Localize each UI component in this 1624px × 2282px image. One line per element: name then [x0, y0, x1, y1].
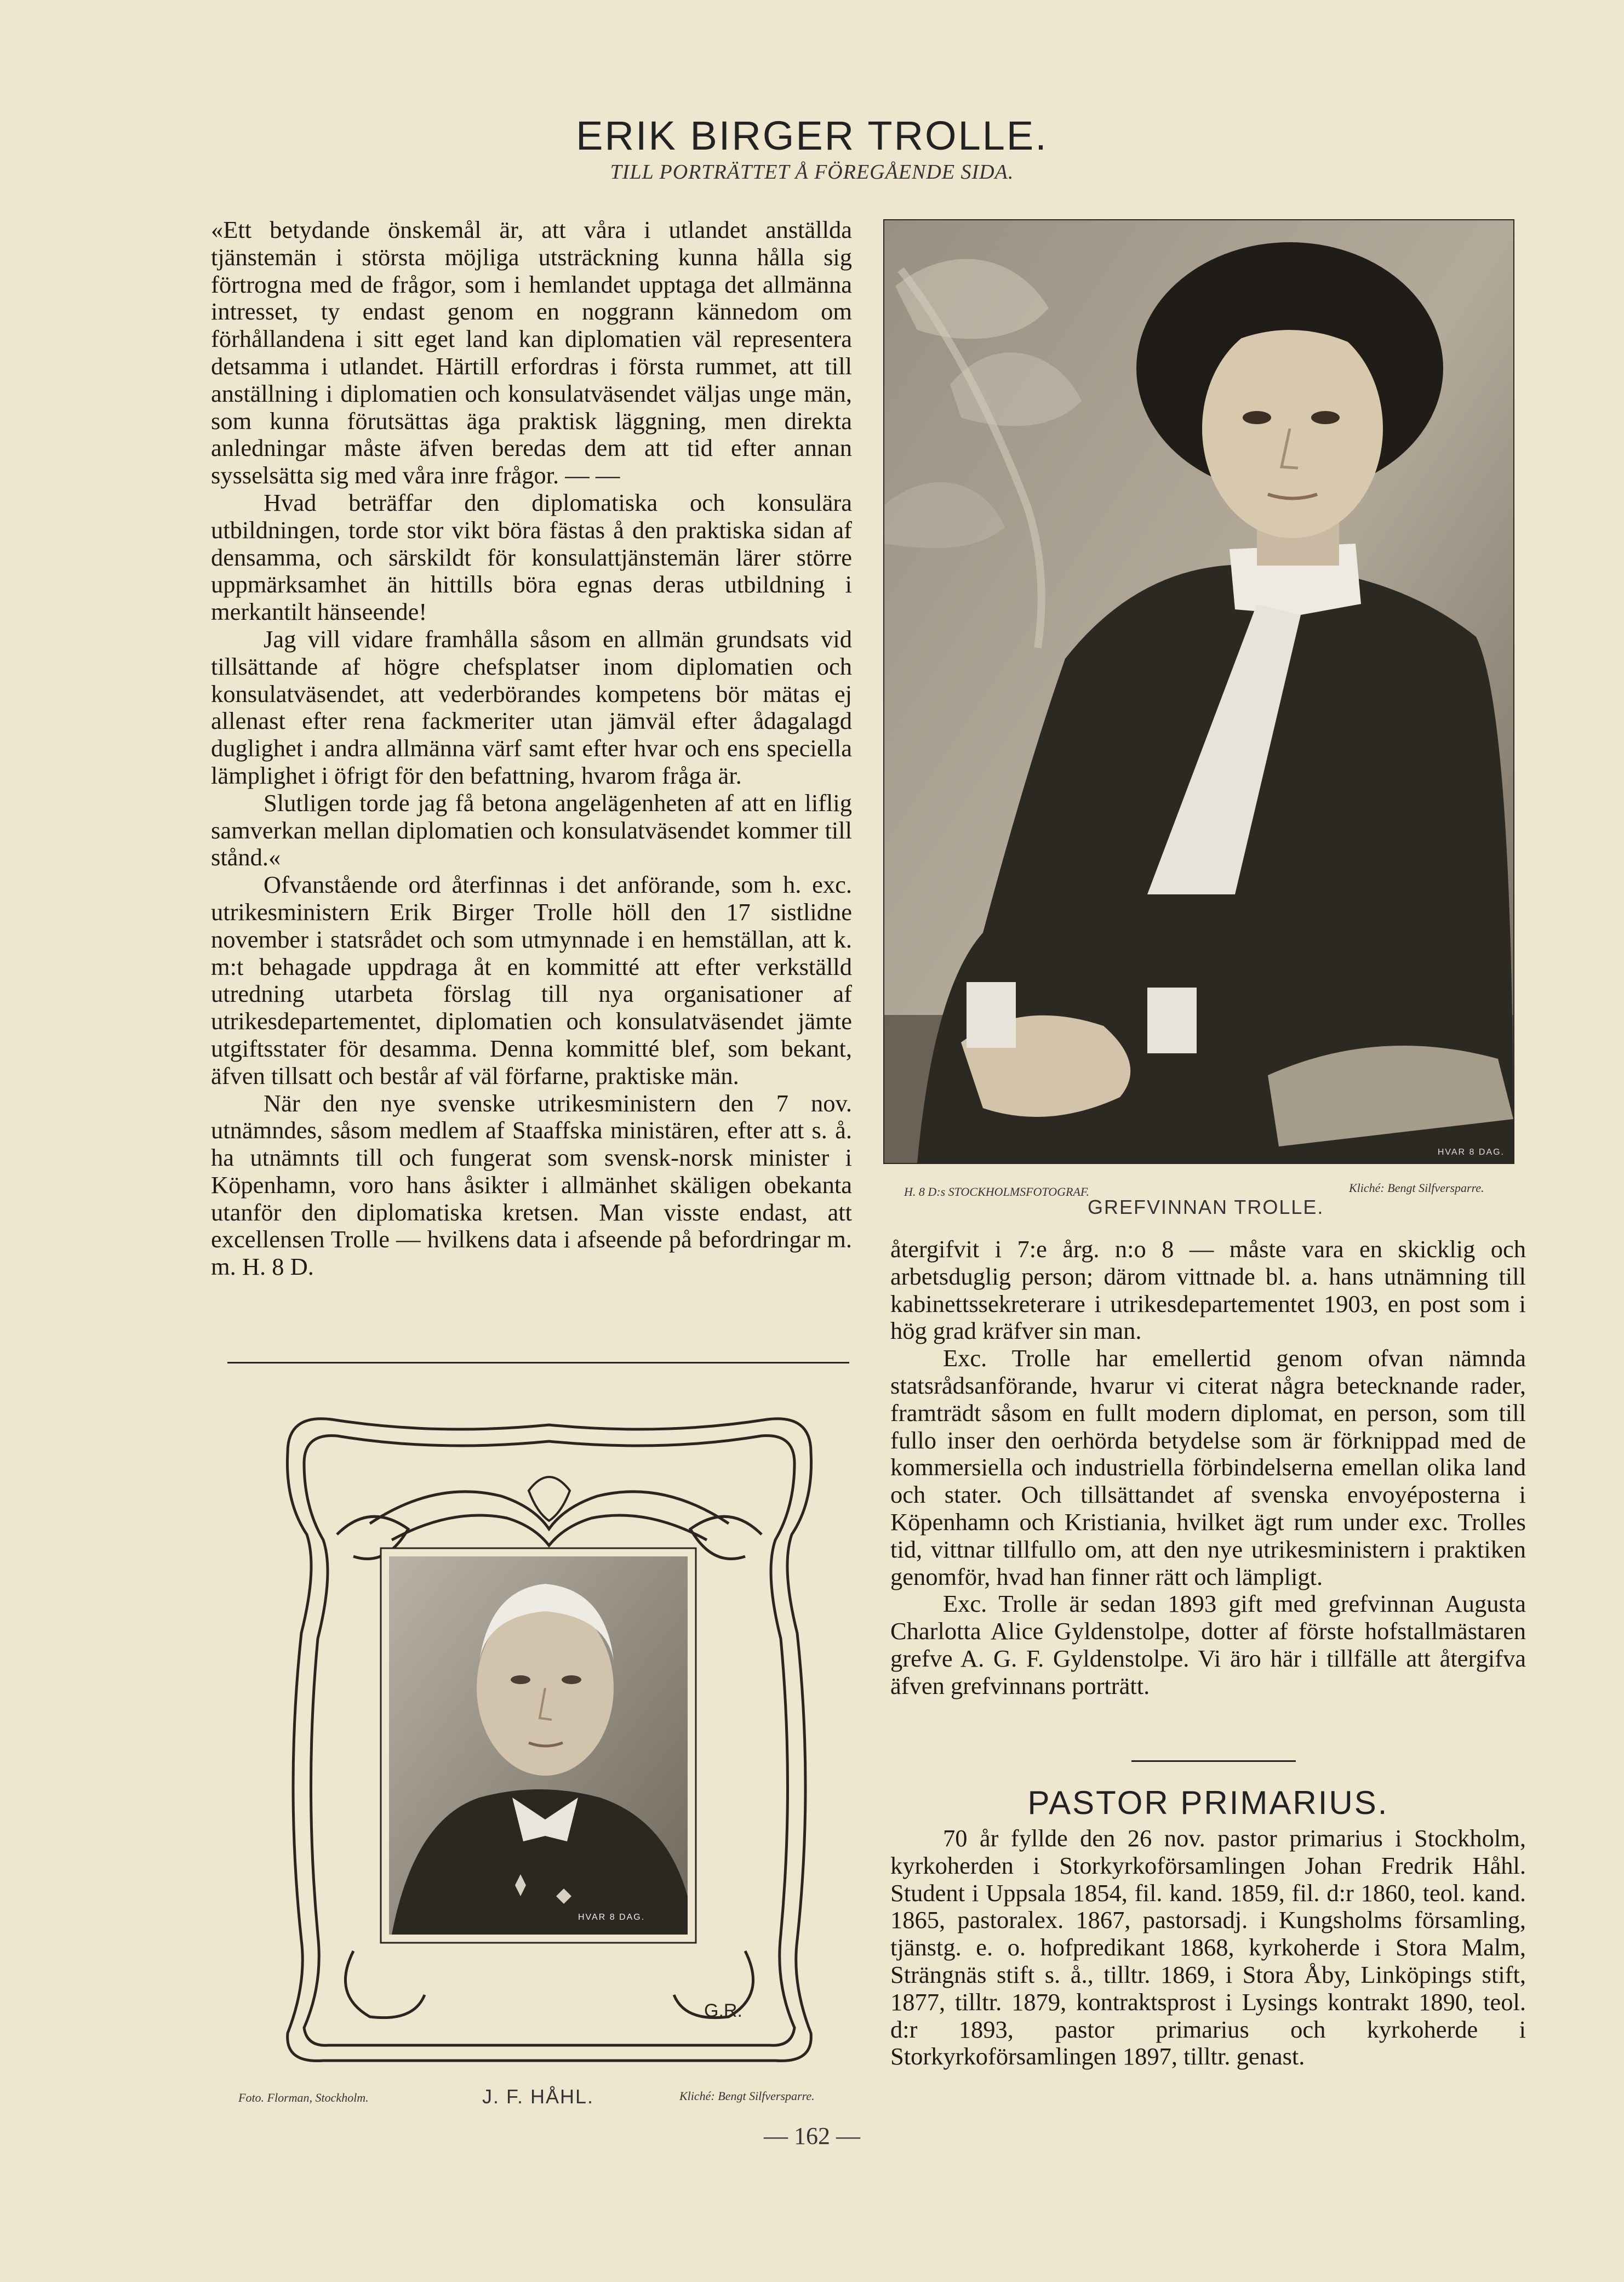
art-nouveau-frame-ornament — [271, 1403, 827, 2072]
photographer-credit: H. 8 D:s STOCKHOLMSFOTOGRAF. — [904, 1185, 1089, 1199]
ornamental-frame — [271, 1403, 827, 2072]
portrait-caption: GREFVINNAN TROLLE. — [1088, 1196, 1324, 1218]
paragraph: Slutligen torde jag få betona angelägenheten af att en liflig samverkan mellan diplomatien och konsulatväsendet kommer till stånd.« — [211, 789, 852, 871]
article-title: ERIK BIRGER TROLLE. — [576, 113, 1048, 158]
paragraph: Ofvanstående ord återfinnas i det anförande, som h. exc. utrikesministern Erik Birger Trolle höll den 17 sistlidne november i statsrådet och som utmynnade i en hemställan, att k. m:t behagade uppdraga åt en kommitté att efter verkställd utredning utarbeta förslag till nya organisationer af utrikesdepartementet, diplomatien och konsulatväsendet jämte utgiftsstater för desamma. Denna kommitté blef, som bekant, äfven tillsatt och består af väl förfarne, praktiske män. — [211, 871, 852, 1089]
column-divider — [227, 1362, 849, 1364]
right-text-column — [890, 1236, 1526, 1700]
paragraph: återgifvit i 7:e årg. n:o 8 — måste vara en skicklig och arbetsduglig person; därom vittnade bl. a. hans utnämning till kabinettssekreterare i utrikesdepartementet 1903, en post som i hög grad kräfver sin man. — [890, 1235, 1526, 1345]
photographer-credit: Foto. Florman, Stockholm. — [238, 2091, 369, 2104]
portrait-caption: J. F. HÅHL. — [482, 2085, 594, 2108]
paragraph: Exc. Trolle är sedan 1893 gift med grefvinnan Augusta Charlotta Alice Gyldenstolpe, dotter af förste hofstallmästaren grefve A. G. F. Gyldenstolpe. Vi äro här i tillfälle att återgifva äfven grefvinnans porträtt. — [890, 1590, 1526, 1699]
paragraph: När den nye svenske utrikesministern den 7 nov. utnämndes, såsom medlem af Staaffska ministären, efter att s. å. ha utnämnts till och fungerat som svensk-norsk minister i Köpenhamn, voro hans åsikter i allmänhet skäligen obekanta utanför den diplomatiska kretsen. Man visste endast, att excellensen Trolle — hvilkens data i afseende på befordringar m. m. H. 8 D. — [211, 1089, 852, 1281]
section-heading: PASTOR PRIMARIUS. — [1027, 1784, 1389, 1821]
left-text-column — [211, 216, 852, 1281]
paragraph: «Ett betydande önskemål är, att våra i utlandet anställda tjänstemän i största möjliga utsträckning kunna hålla sig förtrogna med de frågor, som i hemlandet upptaga det allmänna intresset, ty endast genom en noggrann kännedom om förhållandena i sitt eget land kan diplomatien väl representera detsamma i utlandet. Härtill erfordras i första rummet, att till anställning i diplomatien och konsulatväsendet väljas unge män, som kunna förutsättas äga praktisk läggning, men direkta anledningar måste äfven beredas dem att tid efter annan sysselsätta sig med våra inre frågor. — — — [211, 216, 852, 489]
portrait-photo-grefvinnan — [883, 219, 1514, 1164]
section-divider — [1131, 1760, 1296, 1762]
paragraph: Jag vill vidare framhålla såsom en allmän grundsats vid tillsättande af högre chefsplatser inom diplomatien och konsulatväsendet, att vederbörandes kompetens bör mätas ej allenast efter rena fackmeriter utan jämväl efter ådagalagd duglighet i andra allmänna värf samt efter hvar och ens speciella lämplighet i öfrigt för den befattning, hvarom fråga är. — [211, 625, 852, 789]
monogram: G.R. — [704, 2000, 742, 2021]
article-subtitle: TILL PORTRÄTTET Å FÖREGÅENDE SIDA. — [610, 161, 1014, 184]
paragraph: 70 år fyllde den 26 nov. pastor primarius i Stockholm, kyrkoherden i Storkyrkoförsamlingen Johan Fredrik Håhl. Student i Uppsala 1854, fil. kand. 1859, fil. d:r 1860, teol. kand. 1865, pastoralex. 1867, pastorsadj. i Kungsholms församling, tjänstg. e. o. hofpredikant 1868, kyrkoherde i Stora Malm, Strängnäs stift s. å., tilltr. 1869, i Stora Åby, Linköpings stift, 1877, tilltr. 1879, kontraktsprost i Lysings kontrakt 1890, teol. d:r 1893, pastor primarius och kyrkoherde i Storkyrkoförsamlingen 1897, tilltr. genast. — [890, 1824, 1526, 2070]
cliche-credit: Kliché: Bengt Silfversparre. — [1349, 1181, 1484, 1195]
portrait-illustration — [884, 220, 1513, 1163]
cliche-credit: Kliché: Bengt Silfversparre. — [679, 2089, 815, 2103]
paragraph: Exc. Trolle har emellertid genom ofvan nämnda statsrådsanförande, hvarur vi citerat några betecknande rader, framträdt såsom en fullt modern diplomat, en person, som till fullo inser den oerhörda betydelse som är förknippad med de kommersiella och industriella förbindelserna emellan olika land och stater. Och tillsättandet af svenska envoyéposterna i Köpenhamn och Kristiania, hvilket ägt rum under exc. Trolles tid, vittnar tillfullo om, att den nye utrikesministern i praktiken genomför, hvad han finner rätt och lämpligt. — [890, 1344, 1526, 1590]
page-number: — 162 — — [764, 2123, 860, 2149]
section-text — [890, 1825, 1526, 2070]
photo-stamp: HVAR 8 DAG. — [578, 1913, 645, 1922]
photo-stamp: HVAR 8 DAG. — [1437, 1148, 1505, 1157]
paragraph: Hvad beträffar den diplomatiska och konsulära utbildningen, torde stor vikt böra fästas å den praktiska sidan af densamma, och särskildt för konsulattjänstemän lärer större uppmärksamhet än hittills böra egnas deras utbildning i merkantilt hänseende! — [211, 488, 852, 626]
